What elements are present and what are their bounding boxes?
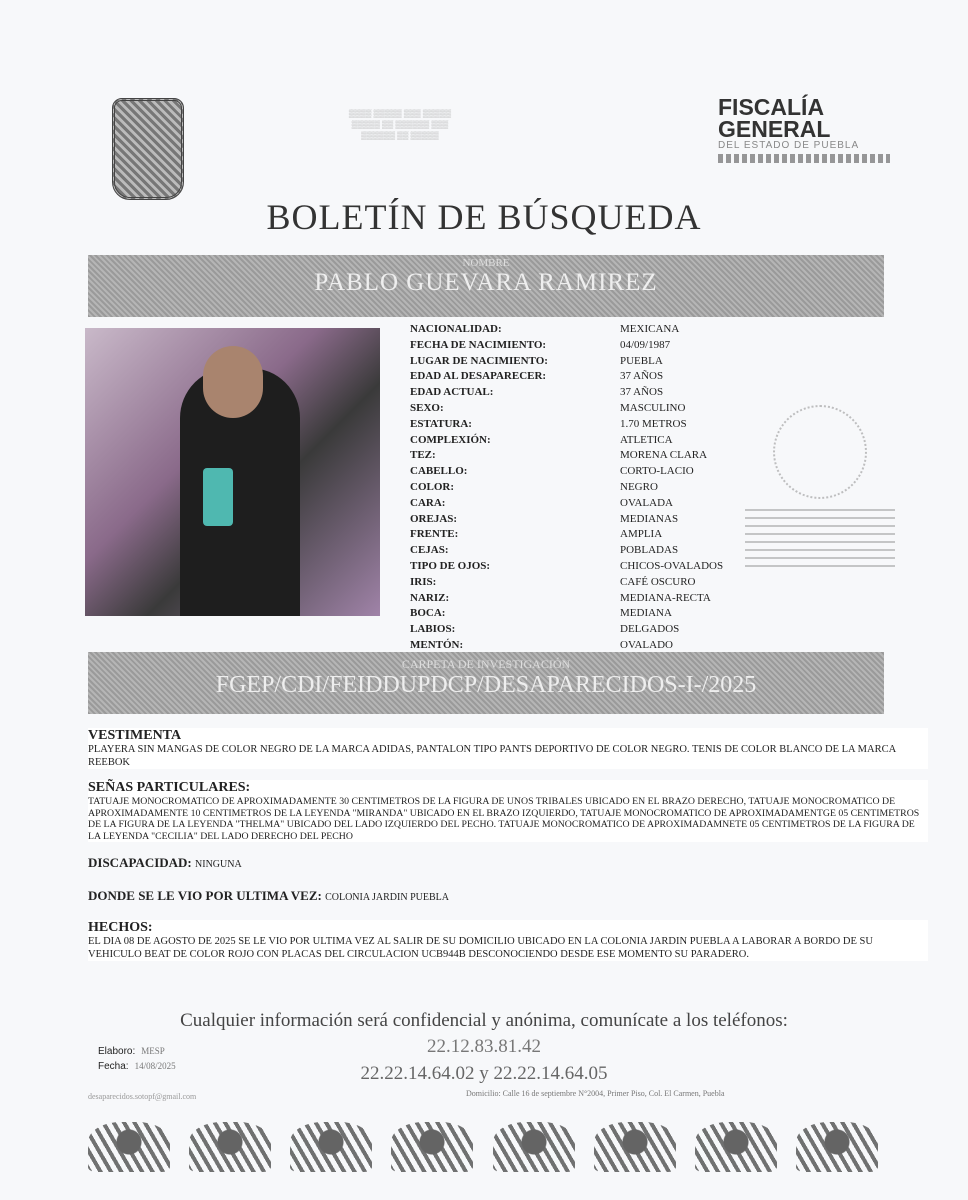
field-label: LUGAR DE NACIMIENTO: <box>410 354 548 367</box>
field-label: COMPLEXIÓN: <box>410 433 491 446</box>
facts-section <box>88 920 928 961</box>
disability-value: NINGUNA <box>195 859 242 870</box>
field-label: SEXO: <box>410 401 444 414</box>
field-row <box>410 543 750 559</box>
contact-notice: Cualquier información será confidencial y anónima, comunícate a los teléfonos: <box>180 1010 788 1031</box>
field-value: CORTO-LACIO <box>620 465 694 478</box>
bottom-ornament <box>88 1122 878 1177</box>
field-value: PUEBLA <box>620 354 663 367</box>
distinguishing-marks-section <box>88 780 928 842</box>
name-band <box>88 255 884 317</box>
field-value: CAFÉ OSCURO <box>620 575 696 588</box>
date-value: 14/08/2025 <box>134 1061 176 1071</box>
prepared-by <box>98 1044 176 1074</box>
person-photo <box>85 328 380 616</box>
field-row <box>410 417 750 433</box>
field-row <box>410 448 750 464</box>
field-value: MEDIANA <box>620 607 672 620</box>
office-address: Domicilio: Calle 16 de septiembre N°2004, Primer Piso, Col. El Carmen, Puebla <box>466 1089 725 1098</box>
field-value: DELGADOS <box>620 623 680 636</box>
field-label: TIPO DE OJOS: <box>410 559 491 572</box>
name-label: NOMBRE <box>462 257 510 269</box>
field-row <box>410 338 750 354</box>
fiscalia-logo <box>718 96 830 140</box>
field-value: MASCULINO <box>620 401 686 414</box>
field-row <box>410 401 750 417</box>
field-value: MEXICANA <box>620 323 680 335</box>
field-row <box>410 369 750 385</box>
field-row <box>410 354 750 370</box>
date-label: Fecha: <box>98 1061 129 1072</box>
field-label: FRENTE: <box>410 528 459 541</box>
field-value: MEDIANAS <box>620 512 679 525</box>
faded-header-text: ▒▒▒▒ ▒▒▒▒▒ ▒▒▒ ▒▒▒▒▒ ▒▒▒▒▒ ▒▒ ▒▒▒▒▒▒ ▒▒▒ ▒▒▒▒▒▒ ▒▒ ▒▒▒▒▒ <box>348 109 452 140</box>
field-value: MORENA CLARA <box>620 449 708 462</box>
field-value: 37 AÑOS <box>620 386 664 399</box>
field-row <box>410 575 750 591</box>
field-label: LABIOS: <box>410 623 456 636</box>
field-row <box>410 433 750 449</box>
field-label: OREJAS: <box>410 512 458 525</box>
physical-description <box>410 322 750 654</box>
field-label: CARA: <box>410 496 446 509</box>
field-value: OVALADO <box>620 638 673 651</box>
official-stamp <box>745 405 895 580</box>
field-row <box>410 322 750 338</box>
person-name: PABLO GUEVARA RAMIREZ <box>314 269 658 296</box>
field-label: TEZ: <box>410 449 436 462</box>
field-label: FECHA DE NACIMIENTO: <box>410 338 547 351</box>
field-label: CABELLO: <box>410 465 468 478</box>
fiscalia-subtitle: DEL ESTADO DE PUEBLA <box>718 140 860 151</box>
field-value: 37 AÑOS <box>620 370 664 383</box>
last-seen-line <box>88 888 449 904</box>
prepared-by-value: MESP <box>141 1046 165 1056</box>
facts-heading: HECHOS: <box>88 920 153 935</box>
contact-email: desaparecidos.sotopf@gmail.com <box>88 1092 197 1101</box>
case-file-label: CARPETA DE INVESTIGACIÓN <box>401 657 571 671</box>
field-label: EDAD AL DESAPARECER: <box>410 370 547 383</box>
phone-number-1: 22.12.83.81.42 <box>427 1036 541 1057</box>
facts-text: EL DIA 08 DE AGOSTO DE 2025 SE LE VIO POR ULTIMA VEZ AL SALIR DE SU DOMICILIO UBICADO EN LA COLONIA JARDIN PUEBLA A LABORAR A BORDO DE SU VEHICULO BEAT DE COLOR ROJO CON PLACAS DEL CIRCULACION UCB944B DESCONOCIENDO DESDE ESE MOMENTO SU PARADERO. <box>88 936 873 960</box>
field-row <box>410 606 750 622</box>
clothing-text: PLAYERA SIN MANGAS DE COLOR NEGRO DE LA MARCA ADIDAS, PANTALON TIPO PANTS DEPORTIVO DE COLOR NEGRO. TENIS DE COLOR BLANCO DE LA MARCA REEBOK <box>88 744 896 768</box>
field-value: CHICOS-OVALADOS <box>620 559 724 572</box>
field-label: MENTÓN: <box>410 638 464 651</box>
clothing-heading: VESTIMENTA <box>88 728 182 743</box>
field-row <box>410 464 750 480</box>
marks-text: TATUAJE MONOCROMATICO DE APROXIMADAMENTE 30 CENTIMETROS DE LA FIGURA DE UNOS TRIBALES UBICADO EN EL BRAZO DERECHO, TATUAJE MONOCROMATICO DE APROXIMADAMENTE 10 CENTIMETROS DE LA LEYENDA "MIRANDA" UBICADO EN EL BRAZO IZQUIERDO, TATUAJE MONOCROMATICO DE APROXIMADAMENTGE 05 CENTIMETROS DE LA FIGURA DE LA LEYENDA "THELMA" UBICADO DEL LADO IZQUIERDO DEL PECHO. TATUAJE MONOCROMATICO DE APROXIMADAMNETE 05 CENTIMETROS DE LA FIGURA DE LA LEYENDA "CECILIA" DEL LADO DERECHO DEL PECHO <box>88 796 920 842</box>
field-value: AMPLIA <box>620 528 663 541</box>
field-label: NACIONALIDAD: <box>410 323 502 335</box>
puebla-coat-of-arms-logo <box>112 98 184 200</box>
field-row <box>410 496 750 512</box>
field-label: IRIS: <box>410 575 437 588</box>
field-value: OVALADA <box>620 496 673 509</box>
fiscalia-logo-line2: GENERAL <box>718 116 831 142</box>
phone-numbers-2: 22.22.14.64.02 y 22.22.14.64.05 <box>360 1063 608 1084</box>
last-seen-value: COLONIA JARDIN PUEBLA <box>325 892 449 903</box>
field-value: NEGRO <box>620 480 658 493</box>
prepared-by-label: Elaboro: <box>98 1046 136 1057</box>
clothing-section <box>88 728 928 769</box>
fiscalia-logo-line1: FISCALÍA <box>718 94 825 120</box>
field-value: POBLADAS <box>620 544 679 557</box>
case-file-number: FGEP/CDI/FEIDDUPDCP/DESAPARECIDOS-I-/2025 <box>215 672 757 698</box>
field-label: EDAD ACTUAL: <box>410 386 494 399</box>
field-row <box>410 527 750 543</box>
field-value: 1.70 METROS <box>620 417 687 430</box>
field-row <box>410 559 750 575</box>
field-row <box>410 622 750 638</box>
page-title: BOLETÍN DE BÚSQUEDA <box>266 197 702 237</box>
field-label: BOCA: <box>410 607 446 620</box>
field-value: ATLETICA <box>620 433 673 446</box>
field-label: ESTATURA: <box>410 417 472 430</box>
field-value: MEDIANA-RECTA <box>620 591 711 604</box>
last-seen-label: DONDE SE LE VIO POR ULTIMA VEZ: <box>88 888 322 903</box>
field-label: CEJAS: <box>410 544 449 557</box>
case-file-band <box>88 652 884 714</box>
field-row <box>410 480 750 496</box>
disability-line <box>88 855 242 871</box>
field-value: 04/09/1987 <box>620 338 671 351</box>
field-row <box>410 591 750 607</box>
field-label: NARIZ: <box>410 591 450 604</box>
disability-label: DISCAPACIDAD: <box>88 855 192 870</box>
marks-heading: SEÑAS PARTICULARES: <box>88 780 251 795</box>
field-row <box>410 385 750 401</box>
field-label: COLOR: <box>410 480 454 493</box>
field-row <box>410 512 750 528</box>
ornament-strip <box>718 154 890 163</box>
